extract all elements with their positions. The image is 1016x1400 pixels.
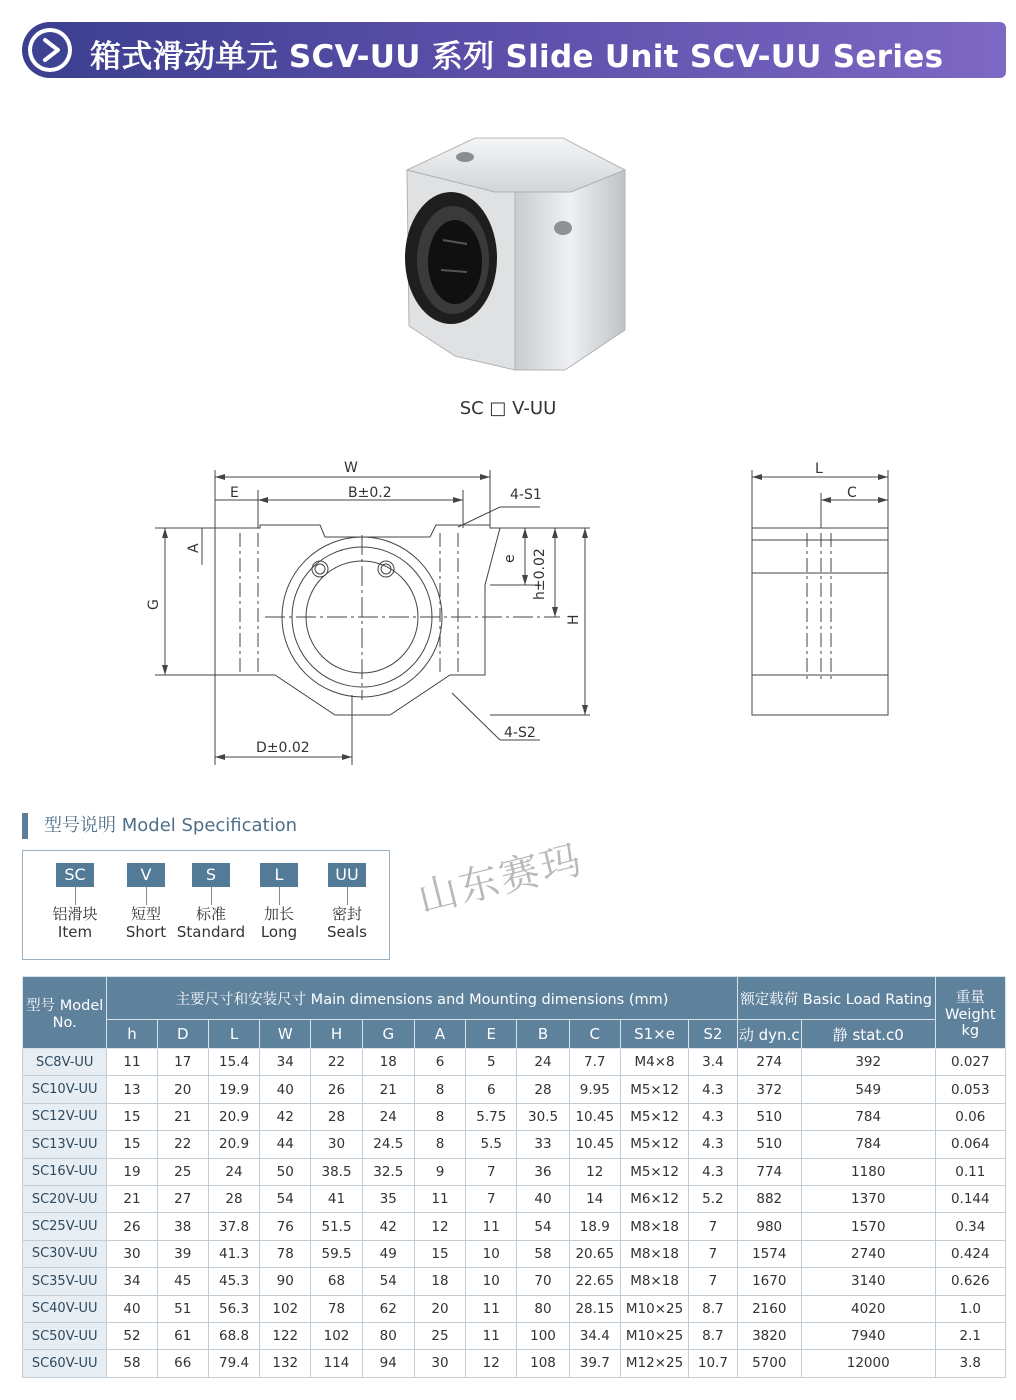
header-main-dimensions: 主要尺寸和安装尺寸 Main dimensions and Mounting dimensions (mm) xyxy=(107,977,737,1020)
table-cell: 2160 xyxy=(737,1295,801,1322)
table-cell: 784 xyxy=(801,1131,935,1158)
column-header: 动 dyn.c xyxy=(737,1020,801,1049)
table-cell: 7.7 xyxy=(569,1049,620,1076)
table-cell: 28.15 xyxy=(569,1295,620,1322)
table-cell: 114 xyxy=(311,1350,362,1377)
table-cell: 4020 xyxy=(801,1295,935,1322)
watermark: 山东赛玛 xyxy=(413,836,588,923)
table-cell: 122 xyxy=(260,1322,311,1349)
table-cell: 7 xyxy=(689,1268,737,1295)
table-cell: 27 xyxy=(157,1185,208,1212)
table-cell: 54 xyxy=(517,1213,569,1240)
table-cell: 10 xyxy=(466,1240,517,1267)
table-cell: 0.626 xyxy=(935,1268,1005,1295)
table-cell: M10×25 xyxy=(620,1295,688,1322)
table-cell: 3.8 xyxy=(935,1350,1005,1377)
table-cell: 28 xyxy=(311,1103,362,1130)
table-cell: 21 xyxy=(157,1103,208,1130)
table-cell: 10.7 xyxy=(689,1350,737,1377)
table-cell: 8 xyxy=(414,1131,465,1158)
table-cell: 58 xyxy=(107,1350,157,1377)
table-cell: M5×12 xyxy=(620,1076,688,1103)
table-cell: 13 xyxy=(107,1076,157,1103)
model-cell: SC30V-UU xyxy=(23,1240,107,1267)
table-cell: 7 xyxy=(689,1213,737,1240)
table-cell: 35 xyxy=(362,1185,414,1212)
table-cell: 26 xyxy=(107,1213,157,1240)
table-cell: 18.9 xyxy=(569,1213,620,1240)
table-cell: 24 xyxy=(517,1049,569,1076)
model-cell: SC40V-UU xyxy=(23,1295,107,1322)
table-cell: 22.65 xyxy=(569,1268,620,1295)
code-badge: V xyxy=(127,863,165,887)
table-cell: M6×12 xyxy=(620,1185,688,1212)
table-cell: 39 xyxy=(157,1240,208,1267)
table-cell: M5×12 xyxy=(620,1103,688,1130)
dim-G-label: G xyxy=(146,599,162,610)
table-cell: 76 xyxy=(260,1213,311,1240)
table-cell: 5.2 xyxy=(689,1185,737,1212)
table-cell: 62 xyxy=(362,1295,414,1322)
column-header: E xyxy=(466,1020,517,1049)
table-cell: M5×12 xyxy=(620,1158,688,1185)
table-cell: 1570 xyxy=(801,1213,935,1240)
table-cell: M4×8 xyxy=(620,1049,688,1076)
table-cell: 0.144 xyxy=(935,1185,1005,1212)
table-cell: 49 xyxy=(362,1240,414,1267)
column-header: D xyxy=(157,1020,208,1049)
table-cell: 24 xyxy=(362,1103,414,1130)
table-cell: 45 xyxy=(157,1268,208,1295)
table-cell: 1180 xyxy=(801,1158,935,1185)
table-cell: 4.3 xyxy=(689,1131,737,1158)
table-cell: 0.424 xyxy=(935,1240,1005,1267)
table-cell: 9 xyxy=(414,1158,465,1185)
table-cell: 30 xyxy=(311,1131,362,1158)
code-en: Long xyxy=(260,923,298,941)
table-cell: 784 xyxy=(801,1103,935,1130)
table-cell: 102 xyxy=(311,1322,362,1349)
table-cell: 18 xyxy=(414,1268,465,1295)
table-cell: 1574 xyxy=(737,1240,801,1267)
product-photo xyxy=(395,130,635,380)
table-cell: 51.5 xyxy=(311,1213,362,1240)
table-cell: 0.06 xyxy=(935,1103,1005,1130)
table-cell: 21 xyxy=(362,1076,414,1103)
model-cell: SC8V-UU xyxy=(23,1049,107,1076)
table-row xyxy=(23,1240,1006,1267)
table-cell: M8×18 xyxy=(620,1268,688,1295)
table-cell: 36 xyxy=(517,1158,569,1185)
code-item-v xyxy=(111,863,181,941)
table-cell: 30 xyxy=(414,1350,465,1377)
table-cell: 28 xyxy=(208,1185,259,1212)
table-cell: 11 xyxy=(107,1049,157,1076)
table-cell: 22 xyxy=(157,1131,208,1158)
table-cell: 20 xyxy=(157,1076,208,1103)
table-cell: 18 xyxy=(362,1049,414,1076)
table-cell: 108 xyxy=(517,1350,569,1377)
table-cell: 774 xyxy=(737,1158,801,1185)
table-cell: 10 xyxy=(466,1268,517,1295)
table-cell: 33 xyxy=(517,1131,569,1158)
table-cell: 15.4 xyxy=(208,1049,259,1076)
code-cn: 铝滑块 xyxy=(52,905,98,923)
table-cell: 19 xyxy=(107,1158,157,1185)
code-badge: UU xyxy=(328,863,366,887)
table-cell: 3140 xyxy=(801,1268,935,1295)
table-cell: 6 xyxy=(414,1049,465,1076)
table-cell: 38 xyxy=(157,1213,208,1240)
table-cell: 54 xyxy=(260,1185,311,1212)
table-cell: 15 xyxy=(107,1103,157,1130)
table-cell: 68 xyxy=(311,1268,362,1295)
table-cell: 1.0 xyxy=(935,1295,1005,1322)
table-cell: 58 xyxy=(517,1240,569,1267)
table-cell: 132 xyxy=(260,1350,311,1377)
model-cell: SC50V-UU xyxy=(23,1322,107,1349)
column-header: L xyxy=(208,1020,259,1049)
code-en: Item xyxy=(57,923,93,941)
code-en: Short xyxy=(125,923,167,941)
column-header: 静 stat.c0 xyxy=(801,1020,935,1049)
column-header: B xyxy=(517,1020,569,1049)
table-cell: 40 xyxy=(107,1295,157,1322)
table-cell: 3.4 xyxy=(689,1049,737,1076)
code-item-s xyxy=(176,863,246,941)
table-cell: 70 xyxy=(517,1268,569,1295)
table-cell: 0.11 xyxy=(935,1158,1005,1185)
table-cell: 12 xyxy=(414,1213,465,1240)
table-cell: 20.9 xyxy=(208,1103,259,1130)
table-cell: 34 xyxy=(260,1049,311,1076)
code-cn: 短型 xyxy=(130,905,161,923)
dim-E-label: E xyxy=(230,485,239,501)
header-load-rating: 额定载荷 Basic Load Rating xyxy=(737,977,935,1020)
table-cell: 56.3 xyxy=(208,1295,259,1322)
table-row xyxy=(23,1049,1006,1076)
table-cell: 30.5 xyxy=(517,1103,569,1130)
table-cell: 80 xyxy=(362,1322,414,1349)
table-row xyxy=(23,1322,1006,1349)
table-cell: 79.4 xyxy=(208,1350,259,1377)
table-cell: 38.5 xyxy=(311,1158,362,1185)
table-cell: 34 xyxy=(107,1268,157,1295)
table-cell: 7 xyxy=(466,1185,517,1212)
model-spec-title: 型号说明 Model Specification xyxy=(22,813,297,839)
table-cell: 0.027 xyxy=(935,1049,1005,1076)
table-cell: 100 xyxy=(517,1322,569,1349)
dim-A-label: A xyxy=(186,543,202,553)
table-cell: 59.5 xyxy=(311,1240,362,1267)
table-cell: 7 xyxy=(466,1158,517,1185)
table-cell: 10.45 xyxy=(569,1131,620,1158)
table-cell: 24.5 xyxy=(362,1131,414,1158)
side-view-drawing xyxy=(735,455,905,725)
table-cell: 11 xyxy=(414,1185,465,1212)
table-cell: 15 xyxy=(414,1240,465,1267)
column-header: G xyxy=(362,1020,414,1049)
table-cell: 1370 xyxy=(801,1185,935,1212)
table-cell: 20 xyxy=(414,1295,465,1322)
table-cell: 39.7 xyxy=(569,1350,620,1377)
table-cell: 5 xyxy=(466,1049,517,1076)
table-cell: 52 xyxy=(107,1322,157,1349)
table-row xyxy=(23,1295,1006,1322)
dim-H-label: H xyxy=(566,614,582,625)
table-cell: 94 xyxy=(362,1350,414,1377)
table-cell: 0.34 xyxy=(935,1213,1005,1240)
table-cell: 25 xyxy=(157,1158,208,1185)
table-cell: 45.3 xyxy=(208,1268,259,1295)
table-cell: 7 xyxy=(689,1240,737,1267)
table-cell: 22 xyxy=(311,1049,362,1076)
model-cell: SC10V-UU xyxy=(23,1076,107,1103)
table-cell: 5700 xyxy=(737,1350,801,1377)
table-cell: 4.3 xyxy=(689,1103,737,1130)
table-cell: 42 xyxy=(260,1103,311,1130)
column-header: C xyxy=(569,1020,620,1049)
table-cell: 1670 xyxy=(737,1268,801,1295)
dim-S1-label: 4-S1 xyxy=(510,487,542,503)
column-header: S1×e xyxy=(620,1020,688,1049)
table-cell: M5×12 xyxy=(620,1131,688,1158)
table-cell: 30 xyxy=(107,1240,157,1267)
model-cell: SC16V-UU xyxy=(23,1158,107,1185)
code-item-sc xyxy=(40,863,110,941)
play-arrow-icon xyxy=(28,28,72,72)
table-cell: 5.5 xyxy=(466,1131,517,1158)
table-cell: 25 xyxy=(414,1322,465,1349)
code-badge: SC xyxy=(56,863,94,887)
table-row xyxy=(23,1158,1006,1185)
code-en: Seals xyxy=(327,923,367,941)
table-cell: 8 xyxy=(414,1076,465,1103)
table-cell: 80 xyxy=(517,1295,569,1322)
table-row xyxy=(23,1103,1006,1130)
dim-L-label: L xyxy=(815,461,823,477)
table-cell: 44 xyxy=(260,1131,311,1158)
table-cell: 42 xyxy=(362,1213,414,1240)
code-item-l xyxy=(244,863,314,941)
dim-W-label: W xyxy=(344,460,358,476)
table-cell: 5.75 xyxy=(466,1103,517,1130)
table-cell: 20.9 xyxy=(208,1131,259,1158)
product-caption: SC □ V-UU xyxy=(459,398,557,419)
table-cell: 882 xyxy=(737,1185,801,1212)
table-row xyxy=(23,1350,1006,1377)
table-cell: 549 xyxy=(801,1076,935,1103)
model-cell: SC60V-UU xyxy=(23,1350,107,1377)
table-cell: 11 xyxy=(466,1295,517,1322)
front-view-drawing xyxy=(140,455,610,775)
model-cell: SC25V-UU xyxy=(23,1213,107,1240)
table-cell: 0.053 xyxy=(935,1076,1005,1103)
header-model: 型号 Model No. xyxy=(23,977,107,1049)
table-cell: 980 xyxy=(737,1213,801,1240)
table-cell: 32.5 xyxy=(362,1158,414,1185)
column-header: H xyxy=(311,1020,362,1049)
table-cell: 19.9 xyxy=(208,1076,259,1103)
table-cell: 11 xyxy=(466,1213,517,1240)
dim-C-label: C xyxy=(847,485,857,501)
table-cell: 3820 xyxy=(737,1322,801,1349)
dim-D-label: D±0.02 xyxy=(256,740,310,756)
table-cell: 2.1 xyxy=(935,1322,1005,1349)
table-cell: 24 xyxy=(208,1158,259,1185)
table-cell: 372 xyxy=(737,1076,801,1103)
column-header: W xyxy=(260,1020,311,1049)
column-header: A xyxy=(414,1020,465,1049)
header-weight: 重量 Weight kg xyxy=(935,977,1005,1049)
table-cell: 12 xyxy=(569,1158,620,1185)
table-cell: 11 xyxy=(466,1322,517,1349)
model-cell: SC35V-UU xyxy=(23,1268,107,1295)
column-header: h xyxy=(107,1020,157,1049)
table-cell: 68.8 xyxy=(208,1322,259,1349)
code-badge: L xyxy=(260,863,298,887)
table-cell: 51 xyxy=(157,1295,208,1322)
table-cell: 8.7 xyxy=(689,1295,737,1322)
table-row xyxy=(23,1213,1006,1240)
table-cell: 14 xyxy=(569,1185,620,1212)
table-cell: 8 xyxy=(414,1103,465,1130)
table-cell: M8×18 xyxy=(620,1240,688,1267)
title-banner xyxy=(22,22,1006,78)
table-row xyxy=(23,1185,1006,1212)
table-cell: 392 xyxy=(801,1049,935,1076)
table-cell: 510 xyxy=(737,1103,801,1130)
dim-S2-label: 4-S2 xyxy=(504,725,536,741)
dim-B-label: B±0.2 xyxy=(348,485,392,501)
model-spec-box xyxy=(22,850,390,960)
table-row xyxy=(23,1131,1006,1158)
table-cell: 78 xyxy=(260,1240,311,1267)
code-cn: 加长 xyxy=(263,905,294,923)
table-cell: 17 xyxy=(157,1049,208,1076)
model-cell: SC13V-UU xyxy=(23,1131,107,1158)
table-cell: 54 xyxy=(362,1268,414,1295)
table-cell: 20.65 xyxy=(569,1240,620,1267)
dim-h-label: h±0.02 xyxy=(532,548,548,600)
dimension-table xyxy=(22,976,1006,1378)
code-item-uu xyxy=(312,863,382,941)
table-cell: 15 xyxy=(107,1131,157,1158)
table-cell: 2740 xyxy=(801,1240,935,1267)
table-cell: 21 xyxy=(107,1185,157,1212)
model-cell: SC20V-UU xyxy=(23,1185,107,1212)
table-cell: 510 xyxy=(737,1131,801,1158)
model-cell: SC12V-UU xyxy=(23,1103,107,1130)
table-cell: 41.3 xyxy=(208,1240,259,1267)
code-cn: 密封 xyxy=(331,905,362,923)
table-cell: 10.45 xyxy=(569,1103,620,1130)
table-cell: 6 xyxy=(466,1076,517,1103)
table-cell: 34.4 xyxy=(569,1322,620,1349)
table-cell: M8×18 xyxy=(620,1213,688,1240)
table-cell: M10×25 xyxy=(620,1322,688,1349)
table-cell: 4.3 xyxy=(689,1076,737,1103)
table-cell: 50 xyxy=(260,1158,311,1185)
table-row xyxy=(23,1076,1006,1103)
table-cell: 41 xyxy=(311,1185,362,1212)
table-cell: M12×25 xyxy=(620,1350,688,1377)
table-cell: 37.8 xyxy=(208,1213,259,1240)
table-cell: 8.7 xyxy=(689,1322,737,1349)
table-cell: 102 xyxy=(260,1295,311,1322)
code-en: Standard xyxy=(176,923,246,941)
table-cell: 9.95 xyxy=(569,1076,620,1103)
table-cell: 61 xyxy=(157,1322,208,1349)
table-cell: 12 xyxy=(466,1350,517,1377)
column-header: S2 xyxy=(689,1020,737,1049)
table-cell: 0.064 xyxy=(935,1131,1005,1158)
code-badge: S xyxy=(192,863,230,887)
table-cell: 40 xyxy=(260,1076,311,1103)
table-cell: 78 xyxy=(311,1295,362,1322)
table-cell: 12000 xyxy=(801,1350,935,1377)
code-cn: 标准 xyxy=(195,905,226,923)
table-cell: 7940 xyxy=(801,1322,935,1349)
table-cell: 26 xyxy=(311,1076,362,1103)
table-row xyxy=(23,1268,1006,1295)
dim-e-label: e xyxy=(502,554,518,563)
table-cell: 90 xyxy=(260,1268,311,1295)
table-cell: 40 xyxy=(517,1185,569,1212)
table-cell: 66 xyxy=(157,1350,208,1377)
page-title: 箱式滑动单元 SCV-UU 系列 Slide Unit SCV-UU Series xyxy=(90,39,944,75)
table-cell: 4.3 xyxy=(689,1158,737,1185)
table-cell: 28 xyxy=(517,1076,569,1103)
table-cell: 274 xyxy=(737,1049,801,1076)
